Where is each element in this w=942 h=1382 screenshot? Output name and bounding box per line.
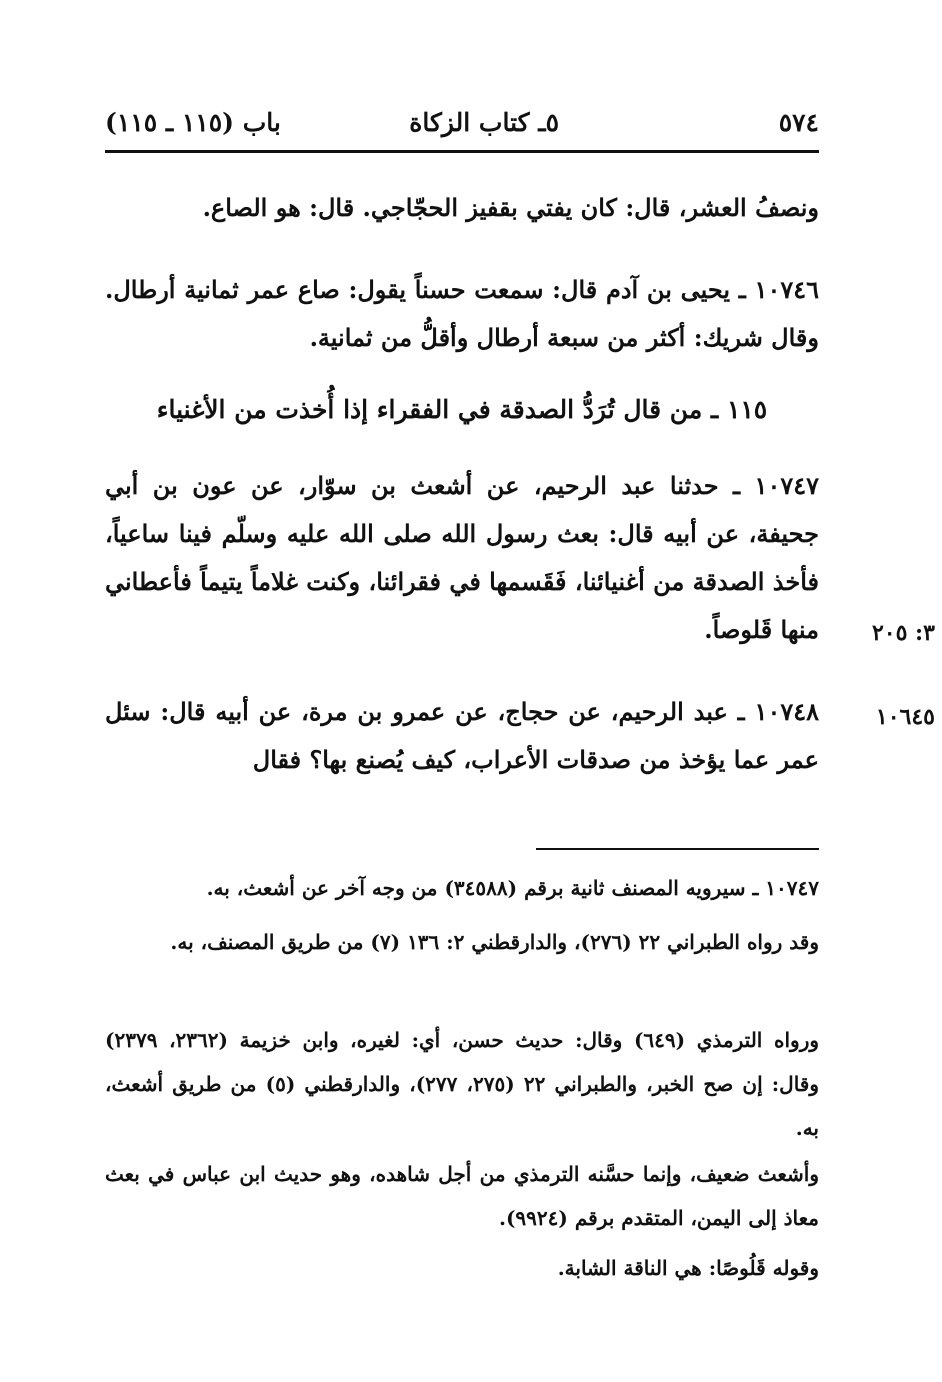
running-header <box>105 108 819 148</box>
hadith-10747: ١٠٧٤٧ ـ حدثنا عبد الرحيم، عن أشعث بن سوّار، عن عون بن أبي جحيفة، عن أبيه قال: بعث رسول الله صلى الله عليه وسلّم فينا ساعياً، فأخذ الصدقة من أغنيائنا، فَقَسمها في فقرائنا، وكنت غلاماً يتيماً فأعطاني منها قَلوصاً. <box>105 471 819 644</box>
paragraph-continuation: ونصفُ العشر، قال: كان يفتي بقفيز الحجّاجي. قال: هو الصاع. <box>202 193 819 222</box>
footnote-4: وأشعث ضعيف، وإنما حسَّنه الترمذي من أجل شاهده، وهو حديث ابن عباس في بعث معاذ إلى اليمن، المتقدم برقم (٩٩٢٤). <box>105 1162 819 1230</box>
footnote-3: ورواه الترمذي (٦٤٩) وقال: حديث حسن، أي: لغيره، وابن خزيمة (٢٣٦٢، ٢٣٧٩) وقال: إن صح الخبر، والطبراني ٢٢ (٢٧٥، ٢٧٧)، والدارقطني (٥) من طريق أشعث، به. <box>105 1028 820 1140</box>
hadith-10748: ١٠٧٤٨ ـ عبد الرحيم، عن حجاج، عن عمرو بن مرة، عن أبيه قال: سئل عمر عما يؤخذ من صدقات الأعراب، كيف يُصنع بها؟ فقال <box>105 697 819 774</box>
header-rule <box>105 150 819 153</box>
footnote-1: ١٠٧٤٧ ـ سيرويه المصنف ثانية برقم (٣٤٥٨٨) من وجه آخر عن أشعث، به. <box>206 876 819 900</box>
page-number: ٥٧٤ <box>778 108 819 137</box>
hadith-10746: ١٠٧٤٦ ـ يحيى بن آدم قال: سمعت حسناً يقول: صاع عمر ثمانية أرطال. وقال شريك: أكثر من سبعة أرطال وأقلُّ من ثمانية. <box>105 275 819 352</box>
footnote-5: وقوله قَلُوصًا: هي الناقة الشابة. <box>557 1256 819 1280</box>
margin-reference-1: ٣: ٢٠٥ <box>871 620 935 646</box>
footnote-2: وقد رواه الطبراني ٢٢ (٢٧٦)، والدارقطني ٢: ١٣٦ (٧) من طريق المصنف، به. <box>170 930 819 954</box>
footnote-rule <box>536 848 819 850</box>
book-title: ٥ـ كتاب الزكاة <box>409 108 559 137</box>
chapter-range: باب (١١٥ ـ ١١٥) <box>105 108 281 137</box>
margin-reference-2: ١٠٦٤٥ <box>875 704 935 730</box>
chapter-heading: ١١٥ ـ من قال تُرَدُّ الصدقة في الفقراء إذا أُخذت من الأغنياء <box>156 395 768 424</box>
